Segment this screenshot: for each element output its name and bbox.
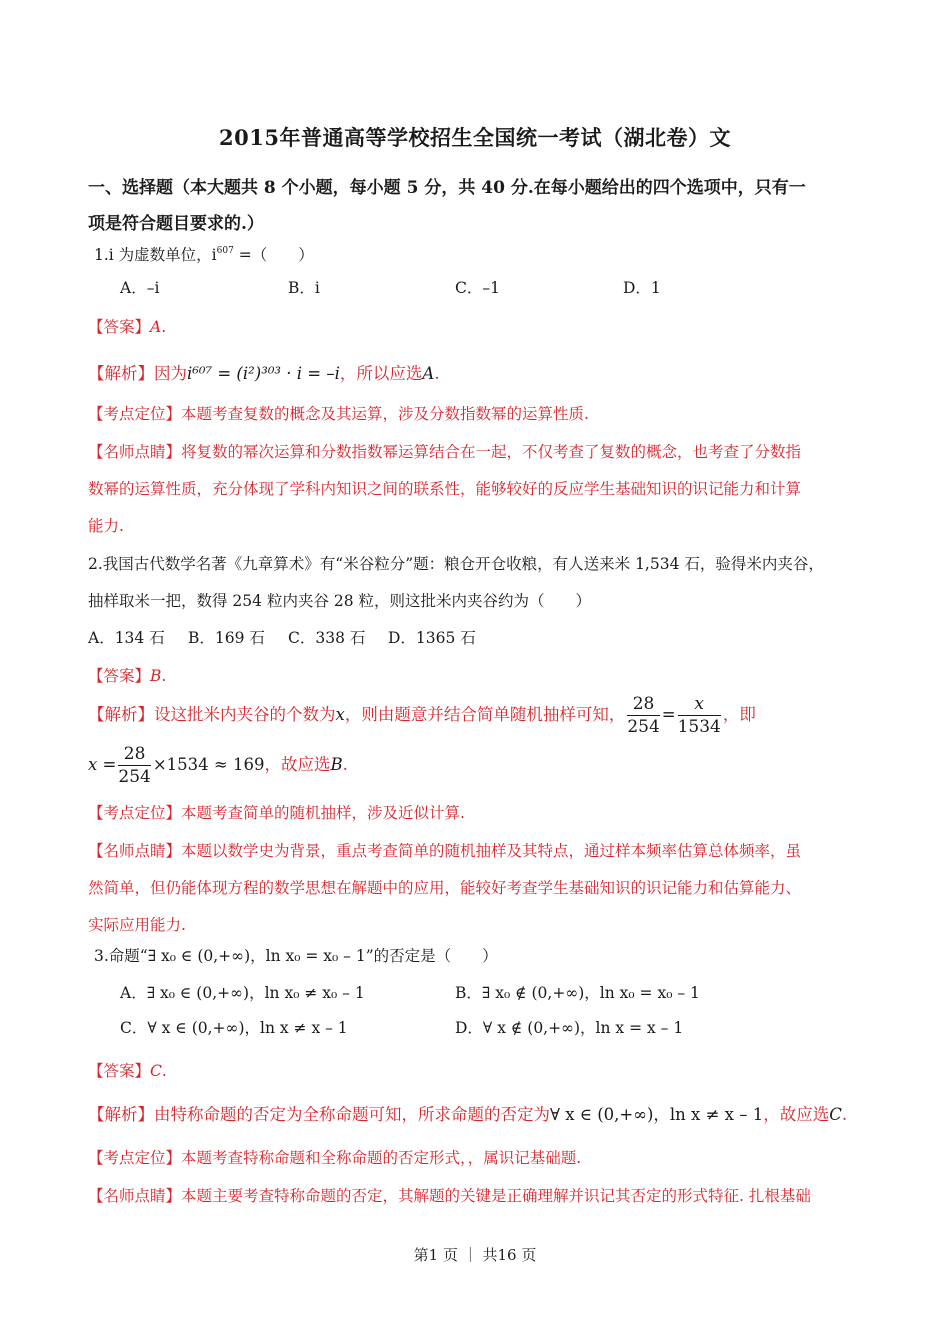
q2-analysis-post: ，即 [722, 705, 756, 724]
q2-answer-value: B [150, 667, 162, 685]
q3-key-point-text: 本题考查特称命题和全称命题的否定形式，，属识记基础题. [181, 1149, 582, 1167]
q2-answer [88, 664, 166, 686]
q2-analysis-tag: 【解析】 [88, 705, 154, 724]
q1-option-a: A．–i [120, 279, 160, 297]
q2-fraction-28-254 [627, 693, 659, 738]
q2-frac3-den: 254 [118, 767, 151, 787]
q1-key-point-tag: 【考点定位】 [88, 405, 182, 423]
q2-answer-tag: 【答案】 [88, 667, 151, 685]
q1-comment-line2: 数幂的运算性质，充分体现了学科内知识之间的联系性，能够较好的反应学生基础知识的识记能力和计算 [88, 480, 802, 498]
q3-analysis-end: . [841, 1105, 848, 1124]
q3-option-b: B．∃ x₀ ∉ (0,+∞)，ln x₀ = x₀ – 1 [455, 984, 700, 1002]
q1-stem-text: 1.i 为虚数单位，i [94, 246, 217, 264]
q1-option-d: D．1 [623, 279, 661, 297]
q2-comment-text1: 本题以数学史为背景，重点考查简单的随机抽样及其特点，通过样本频率估算总体频率，虽 [181, 842, 802, 860]
q1-option-b: B．i [288, 279, 320, 297]
q1-analysis-post: ，所以应选 [339, 364, 423, 383]
q3-analysis-math: ∀ x ∈ (0,+∞)，ln x ≠ x – 1 [550, 1105, 764, 1124]
q1-key-point [88, 402, 589, 424]
q2-equals: = [661, 705, 676, 724]
q3-comment-line1 [88, 1184, 811, 1206]
page-title: 2015年普通高等学校招生全国统一考试（湖北卷）文 [219, 125, 731, 150]
q1-analysis-pre: 因为 [154, 364, 187, 383]
q2-l2-post: ，故应选 [264, 755, 331, 774]
q2-stem-line2: 抽样取米一把，数得 254 粒内夹谷 28 粒，则这批米内夹谷约为（ ） [88, 592, 592, 610]
q2-fraction-28-254-b [118, 743, 150, 788]
q1-stem-exponent: 607 [216, 246, 234, 256]
q3-comment-tag: 【名师点睛】 [88, 1187, 182, 1205]
q2-analysis-var: x [335, 705, 345, 724]
q2-option-d: D．1365 石 [388, 629, 476, 647]
q2-key-point [88, 801, 465, 823]
q1-analysis-math: i⁶⁰⁷ = (i²)³⁰³ · i = –i [187, 364, 340, 383]
q2-fraction-x-1534 [678, 693, 721, 738]
q3-stem: 3.命题“∃ x₀ ∈ (0,+∞)，ln x₀ = x₀ – 1”的否定是（ ） [94, 947, 498, 965]
q2-analysis-mid: ，则由题意并结合简单随机抽样可知， [344, 705, 626, 724]
q2-key-point-tag: 【考点定位】 [88, 804, 182, 822]
section-heading-line2: 项是符合题目要求的.） [88, 214, 264, 234]
section-heading-line1: 一、选择题（本大题共 8 个小题，每小题 5 分，共 40 分.在每小题给出的四个选项中，只有一 [88, 178, 806, 198]
q3-option-a: A．∃ x₀ ∈ (0,+∞)，ln x₀ ≠ x₀ – 1 [120, 984, 365, 1002]
q1-answer [88, 315, 166, 337]
q1-stem [94, 243, 314, 265]
q2-option-c: C．338 石 [288, 629, 366, 647]
q3-analysis [88, 1101, 847, 1125]
q2-l2-pre: x = [88, 755, 117, 774]
q3-analysis-tag: 【解析】 [88, 1105, 154, 1124]
q2-frac1-den: 254 [627, 717, 660, 737]
q3-key-point-tag: 【考点定位】 [88, 1149, 182, 1167]
q1-analysis-choice: A [422, 364, 435, 383]
q3-analysis-pre: 由特称命题的否定为全称命题可知，所求命题的否定为 [154, 1105, 550, 1124]
q2-frac3-num: 28 [118, 743, 150, 766]
q1-analysis-tag: 【解析】 [88, 364, 154, 383]
q1-analysis [88, 360, 440, 384]
q3-key-point [88, 1146, 581, 1168]
q3-option-c: C．∀ x ∈ (0,+∞)，ln x ≠ x – 1 [120, 1019, 348, 1037]
q2-l2-mid: ×1534 ≈ 169 [152, 755, 265, 774]
q2-comment-line1 [88, 839, 801, 861]
q1-comment-tag: 【名师点睛】 [88, 443, 182, 461]
q3-analysis-choice: C [829, 1105, 842, 1124]
q3-answer-end: . [161, 1062, 167, 1080]
q3-analysis-post: ，故应选 [763, 1105, 830, 1124]
q3-answer-tag: 【答案】 [88, 1062, 151, 1080]
q2-l2-choice: B [330, 755, 343, 774]
q1-answer-end: . [161, 318, 167, 336]
q2-comment-line3: 实际应用能力. [88, 916, 186, 934]
q1-comment-line3: 能力. [88, 517, 124, 535]
q1-answer-tag: 【答案】 [88, 318, 151, 336]
q2-frac2-den: 1534 [677, 717, 721, 737]
page-footer: 第1 页 ｜ 共16 页 [413, 1246, 537, 1264]
q2-option-b: B．169 石 [188, 629, 265, 647]
q2-frac1-num: 28 [627, 693, 659, 716]
q2-option-a: A．134 石 [88, 629, 165, 647]
q2-analysis-line2 [88, 740, 348, 790]
q2-l2-end: . [342, 755, 348, 774]
q3-comment-text1: 本题主要考查特称命题的否定，其解题的关键是正确理解并识记其否定的形式特征. 扎根基础 [181, 1187, 811, 1205]
q1-answer-value: A [150, 318, 162, 336]
q1-stem-bracket: =（ ） [233, 246, 314, 264]
q3-option-d: D．∀ x ∉ (0,+∞)，ln x = x – 1 [455, 1019, 684, 1037]
q2-analysis-line1 [88, 690, 756, 740]
q3-answer-value: C [150, 1062, 162, 1080]
q2-answer-end: . [161, 667, 167, 685]
q2-frac2-num: x [678, 693, 721, 716]
q1-comment-text1: 将复数的幂次运算和分数指数幂运算结合在一起，不仅考查了复数的概念，也考查了分数指 [181, 443, 802, 461]
q3-answer [88, 1059, 167, 1081]
q2-comment-line2: 然简单，但仍能体现方程的数学思想在解题中的应用，能较好考查学生基础知识的识记能力和估算能力、 [88, 879, 802, 897]
q1-key-point-text: 本题考查复数的概念及其运算，涉及分数指数幂的运算性质. [181, 405, 589, 423]
q1-analysis-end: . [434, 364, 440, 383]
q2-stem-line1: 2.我国古代数学名著《九章算术》有“米谷粒分”题：粮仓开仓收粮，有人送来米 1,534 石，验得米内夹谷， [88, 555, 824, 573]
q1-option-c: C．–1 [455, 279, 500, 297]
q2-key-point-text: 本题考查简单的随机抽样，涉及近似计算. [181, 804, 465, 822]
q1-comment-line1 [88, 440, 801, 462]
q2-comment-tag: 【名师点睛】 [88, 842, 182, 860]
q2-analysis-pre: 设这批米内夹谷的个数为 [154, 705, 336, 724]
